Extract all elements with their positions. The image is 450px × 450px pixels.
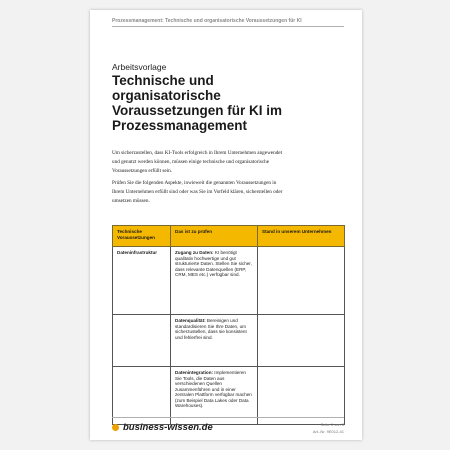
check-item-title: Zugang zu Daten: [175, 250, 214, 255]
row-status-cell[interactable] [258, 315, 345, 367]
brand-logo [112, 422, 213, 433]
intro-paragraph-1: Um sicherzustellen, dass KI-Tools erfolgreich in Ihrem Unternehmen angewendet und genutzt werden können, müssen einige technische und organisatorische Voraussetzungen erfüllt sein. [112, 150, 283, 174]
check-item-text: Implementieren Sie Tools, die Daten aus verschiedenen Quellen zusammenführen und in einer zentralen Plattform verfügbar machen (zum Beispiel Data Lakes oder Data Warehouses). [175, 370, 252, 408]
intro-text [112, 149, 287, 209]
document-title: Technische und organisatorische Voraussetzungen für KI im Prozessmanagement [112, 73, 283, 133]
header-stand-im-unternehmen: Stand in unserem Unternehmen [258, 226, 345, 247]
document-kicker: Arbeitsvorlage [112, 62, 167, 72]
header-technische-voraussetzungen: Technische Voraussetzungen [113, 226, 171, 247]
running-header: Prozessmanagement: Technische und organisatorische Voraussetzungen für KI [112, 18, 302, 24]
footer-divider [112, 417, 344, 418]
logo-dot-icon [112, 424, 119, 431]
table-header-row [113, 226, 345, 247]
header-divider [112, 26, 344, 27]
row-status-cell[interactable] [258, 247, 345, 315]
row-category [113, 315, 171, 367]
logo-text: business-wissen.de [123, 422, 213, 433]
table-row [113, 367, 345, 425]
intro-paragraph-2: Prüfen Sie die folgenden Aspekte, inwieweit die genannten Voraussetzungen in Ihrem Unternehmen erfüllt sind oder was Sie im Vorfeld klären, sicherstellen oder umsetzen müssen. [112, 180, 283, 204]
header-das-ist-zu-pruefen: Das ist zu prüfen [171, 226, 258, 247]
row-status-cell[interactable] [258, 367, 345, 425]
document-page [90, 10, 362, 440]
row-category [113, 367, 171, 425]
check-item-text: Bereinigen und standardisieren Sie Ihre Daten, um sicherzustellen, dass sie konsistent und fehlerfrei sind. [175, 318, 247, 340]
row-check-item [171, 315, 258, 367]
row-category: Dateninfrastruktur [113, 247, 171, 315]
article-number: Art.-Nr. 9E012-41 [312, 429, 344, 434]
check-item-title: Datenqualität: [175, 318, 206, 323]
page-meta [313, 421, 344, 435]
page-number: Seite 1 von 3 [320, 422, 344, 427]
row-check-item [171, 367, 258, 425]
requirements-table [112, 225, 345, 425]
check-item-title: Datenintegration: [175, 370, 214, 375]
check-item-text: KI benötigt qualitativ hochwertige und gut strukturierte Daten. Stellen Sie sicher, dass relevante Datenquellen (ERP, CRM, MES etc.) verfügbar sind. [175, 250, 252, 277]
table-row [113, 315, 345, 367]
row-check-item [171, 247, 258, 315]
table-row [113, 247, 345, 315]
